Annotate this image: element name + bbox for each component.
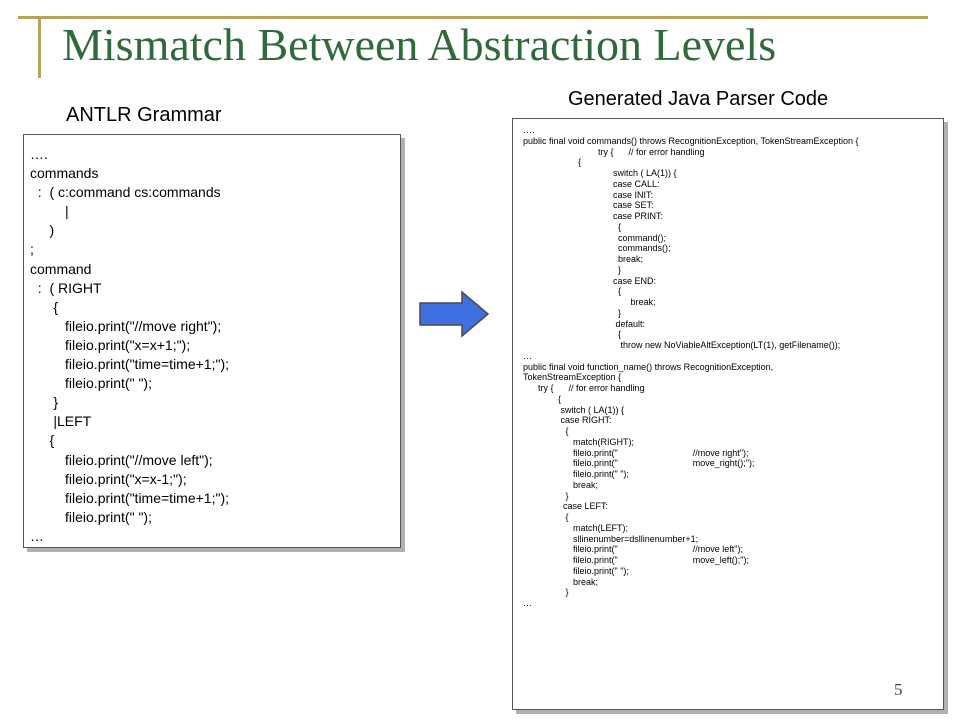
java-code-line: ….: [523, 125, 535, 135]
grammar-code-line: : ( c:command cs:commands: [30, 184, 221, 201]
grammar-code-line: …: [30, 527, 44, 544]
grammar-code-line: fileio.print(" ");: [30, 508, 152, 525]
java-code-line: }: [523, 307, 622, 318]
java-code-line: default:: [523, 318, 646, 329]
grammar-code-line: ): [30, 222, 55, 239]
grammar-code-line: : ( RIGHT: [30, 279, 102, 296]
right-arrow-icon: [418, 290, 490, 338]
grammar-code-line: command: [30, 260, 92, 277]
java-code-line: match(RIGHT);: [523, 436, 635, 447]
java-code-line: commands();: [523, 243, 671, 254]
java-code-line: break;: [523, 254, 644, 264]
java-code-line: public final void commands() throws RecognitionException, TokenStreamException {: [523, 135, 859, 146]
java-code-line: …: [523, 350, 532, 361]
grammar-code-line: ….: [30, 146, 48, 162]
grammar-code-line: fileio.print("x=x-1;");: [30, 470, 187, 487]
java-code-line: switch ( LA(1)) {: [523, 168, 677, 178]
java-code-line: case INIT:: [523, 189, 654, 200]
grammar-code-line: fileio.print("time=time+1;");: [30, 489, 230, 506]
java-code-line: public final void function_name() throws RecognitionException,: [523, 361, 774, 372]
grammar-code-line: {: [30, 298, 59, 315]
grammar-code-line: {: [30, 432, 55, 449]
grammar-code-line: fileio.print("time=time+1;");: [30, 356, 230, 373]
java-code-line: case END:: [523, 275, 657, 286]
java-code-line: {: [523, 157, 582, 168]
antlr-grammar-code-box: [23, 134, 401, 548]
java-code-line: match(LEFT);: [523, 522, 629, 533]
java-parser-code-box: [512, 118, 944, 710]
java-code-line: try { // for error handling: [523, 383, 645, 393]
java-code-line: {: [523, 286, 622, 297]
java-code-line: {: [523, 393, 562, 404]
page-number: 5: [894, 680, 903, 699]
java-code-line: break;: [523, 297, 656, 307]
java-code-line: case SET:: [523, 200, 654, 211]
java-code-line: {: [523, 221, 622, 232]
title-accent-bar: [38, 16, 41, 78]
grammar-code-line: fileio.print(" ");: [30, 375, 152, 392]
java-code-line: sllinenumber=dsllinenumber+1;: [523, 533, 699, 544]
java-code-line: try { // for error handling: [523, 146, 705, 157]
grammar-code-line: }: [30, 394, 59, 411]
java-code-line: …: [523, 598, 532, 608]
grammar-code-line: ;: [30, 241, 34, 258]
antlr-grammar-heading: ANTLR Grammar: [66, 104, 222, 126]
grammar-code-line: fileio.print("x=x+1;");: [30, 336, 191, 353]
java-code-line: fileio.print(" move_left();");: [523, 555, 749, 565]
grammar-code-line: commands: [30, 165, 99, 182]
java-code-line: case LEFT:: [523, 501, 609, 512]
java-code-line: {: [523, 512, 569, 522]
java-code-line: case CALL:: [523, 178, 660, 189]
java-code-line: TokenStreamException {: [523, 372, 622, 383]
grammar-code-line: |LEFT: [30, 413, 92, 430]
java-code-line: {: [523, 329, 622, 340]
java-code-line: }: [523, 264, 622, 275]
grammar-code-line: |: [30, 203, 69, 220]
java-parser-heading: Generated Java Parser Code: [568, 88, 829, 110]
java-code-line: fileio.print(" //move right");: [523, 447, 749, 458]
java-code-line: }: [523, 490, 569, 501]
java-code-line: fileio.print(" ");: [523, 469, 629, 479]
grammar-code-line: fileio.print("//move left");: [30, 451, 213, 468]
java-code-line: {: [523, 426, 569, 436]
java-code-line: }: [523, 587, 569, 598]
java-code-line: fileio.print(" ");: [523, 565, 629, 576]
java-code-line: switch ( LA(1)) {: [523, 404, 625, 415]
slide-title: Mismatch Between Abstraction Levels: [62, 19, 777, 70]
java-code-line: throw new NoViableAltException(LT(1), getFilename());: [523, 340, 841, 350]
java-code-line: break;: [523, 479, 599, 490]
java-code-line: case RIGHT:: [523, 415, 612, 426]
java-code-line: command();: [523, 232, 667, 243]
java-code-line: case PRINT:: [523, 211, 664, 221]
java-code-line: break;: [523, 576, 599, 587]
java-code-line: fileio.print(" move_right();");: [523, 458, 755, 469]
java-code-line: fileio.print(" //move left");: [523, 544, 743, 555]
grammar-code-line: fileio.print("//move right");: [30, 317, 222, 334]
